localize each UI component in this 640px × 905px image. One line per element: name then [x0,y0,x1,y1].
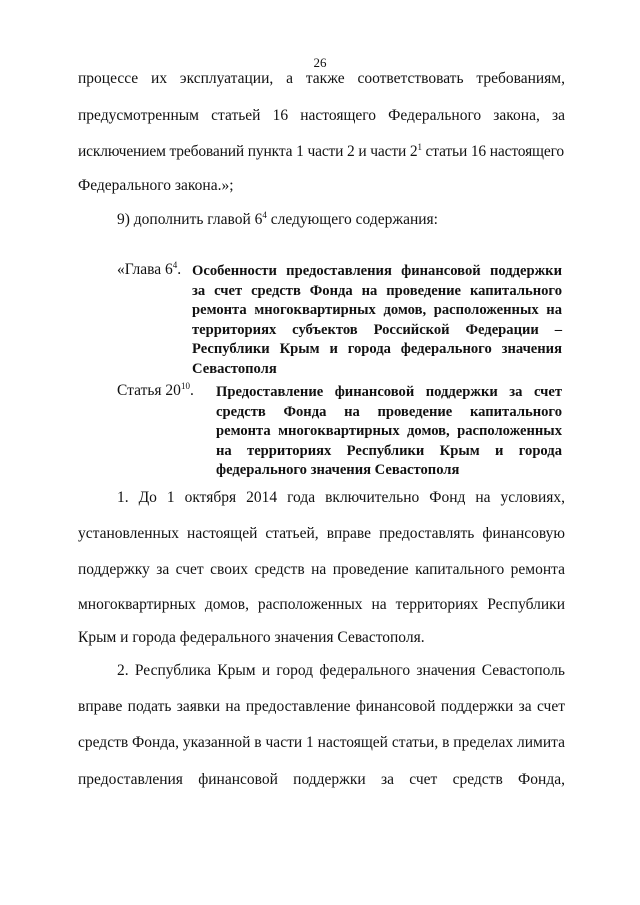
paragraph-1-line: Крым и города федерального значения Севастополя. [78,629,425,646]
list-item-9: 9) дополнить главой $6^4$ следующего содержания: [117,209,438,228]
text-line: предусмотренным статьей 16 настоящего Федерального закона, за [78,107,565,124]
paragraph-1-line: поддержку за счет своих средств на проведение капитального ремонта [78,561,565,578]
paragraph-2-line: вправе подать заявки на предоставление финансовой поддержки за счет [78,698,565,715]
chapter-title: Особенности предоставления финансовой поддержки за счет средств Фонда на проведение капитального ремонта многоквартирных домов, расположенных на территориях субъектов Российской Федерации – Республики Крым и города федерального значения Севастополя [192,263,562,377]
text-line: Федерального закона.»; [78,177,234,194]
chapter-label: «Глава $6^4$. [117,259,182,278]
paragraph-1-line: 1. До 1 октября 2014 года включительно Фонд на условиях, [117,489,565,506]
article-title: Предоставление финансовой поддержки за счет средств Фонда на проведение капитального ремонта многоквартирных домов, расположенных на территориях Республики Крым и города федерального значения Севастополя [216,384,562,479]
paragraph-2-line: средств Фонда, указанной в части 1 настоящей статьи, в пределах лимита [78,734,565,751]
text-line: процессе их эксплуатации, а также соответствовать требованиям, [78,70,565,87]
paragraph-1-line: многоквартирных домов, расположенных на территориях Республики [78,596,565,613]
paragraph-1-line: установленных настоящей статьей, вправе предоставлять финансовую [78,525,565,542]
paragraph-2-line: предоставления финансовой поддержки за счет средств Фонда, [78,771,565,788]
text-line: исключением требований пункта 1 части 2 и части $2^1$ статьи 16 настоящего [78,141,564,160]
article-label: Статья $20^{10}$. [117,380,194,399]
page-number: 26 [313,55,327,70]
paragraph-2-line: 2. Республика Крым и город федерального значения Севастополь [117,662,565,679]
